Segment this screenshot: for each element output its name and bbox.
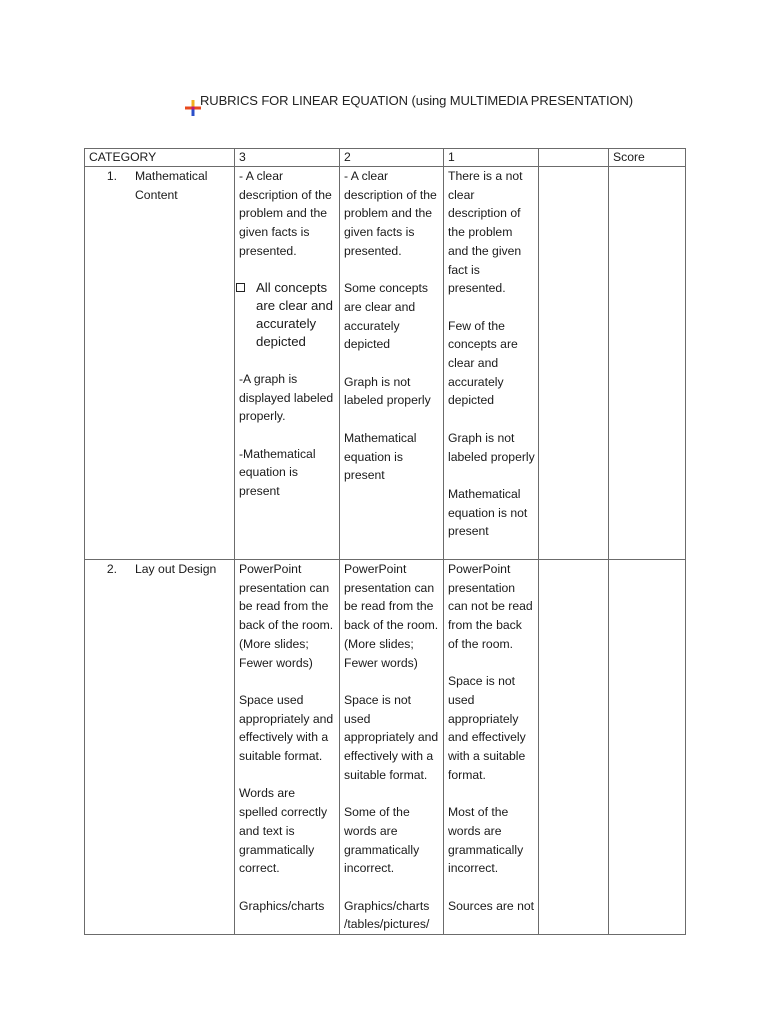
criterion-text: PowerPoint presentation can be read from the back of the room. (More slides; Fewer words) [344,562,439,670]
level-3-cell [235,167,340,560]
header-level-3: 3 [235,149,340,167]
criterion-text: There is a not clear description of the problem and the given fact is presented. [448,169,523,296]
title-row [0,91,768,115]
criterion-text: Graphics/charts /tables/pictures/ [344,898,430,932]
level-1-cell [444,560,539,935]
criterion-text: All concepts are clear and accurately depicted [256,280,333,350]
criterion-text: Some of the words are grammatically incorrect. [344,805,420,876]
square-bullet-icon [236,283,245,292]
document-title: RUBRICS FOR LINEAR EQUATION (using MULTIMEDIA PRESENTATION) [200,93,634,108]
criterion-text: Most of the words are grammatically incorrect. [448,805,524,876]
blank-cell [539,560,609,935]
criterion-text: Graphics/charts [239,898,325,913]
category-number: 1. [106,169,117,183]
blank-cell [539,167,609,560]
category-cell [85,560,235,935]
criterion-text: - A clear description of the problem and the given facts is presented. [239,169,332,258]
crosshair-cursor-icon [185,100,201,116]
criterion-text: PowerPoint presentation can be read from the back of the room. (More slides; Fewer words) [239,562,334,670]
criterion-text: Graph is not labeled properly [344,374,431,408]
criterion-text: Mathematical equation is present [344,430,417,483]
criterion-text: Space used appropriately and effectively with a suitable format. [239,692,334,764]
header-level-2: 2 [340,149,444,167]
level-2-cell [340,167,444,560]
criterion-text: Words are spelled correctly and text is grammatically correct. [239,786,328,876]
header-score: Score [609,149,686,167]
score-cell [609,167,686,560]
category-cell [85,167,235,560]
criterion-text: Graph is not labeled properly [448,430,535,464]
criterion-text: Space is not used appropriately and effectively with a suitable format. [448,674,526,782]
criterion-text: Few of the concepts are clear and accurately depicted [448,318,518,408]
level-2-cell [340,560,444,935]
criterion-text: Some concepts are clear and accurately depicted [344,281,429,352]
criterion-text: PowerPoint presentation can not be read from the back of the room. [448,562,533,651]
table-header-row [85,149,686,167]
criterion-text: - A clear description of the problem and the given facts is presented. [344,169,437,258]
category-number: 2. [106,562,117,576]
table-row [85,167,686,560]
criterion-text: -A graph is displayed labeled properly. [239,371,334,424]
table-row [85,560,686,935]
bullet-item [239,279,336,351]
level-3-cell [235,560,340,935]
score-cell [609,560,686,935]
category-label: Lay out Design [135,562,217,576]
criterion-text: Sources are not [448,898,535,913]
header-category: CATEGORY [85,149,235,167]
category-label: Mathematical Content [135,169,208,202]
criterion-text: Mathematical equation is not present [448,486,528,539]
header-level-1: 1 [444,149,539,167]
criterion-text: Space is not used appropriately and effectively with a suitable format. [344,692,439,782]
criterion-text: -Mathematical equation is present [239,446,316,499]
rubric-table [84,148,686,935]
level-1-cell [444,167,539,560]
header-blank [539,149,609,167]
